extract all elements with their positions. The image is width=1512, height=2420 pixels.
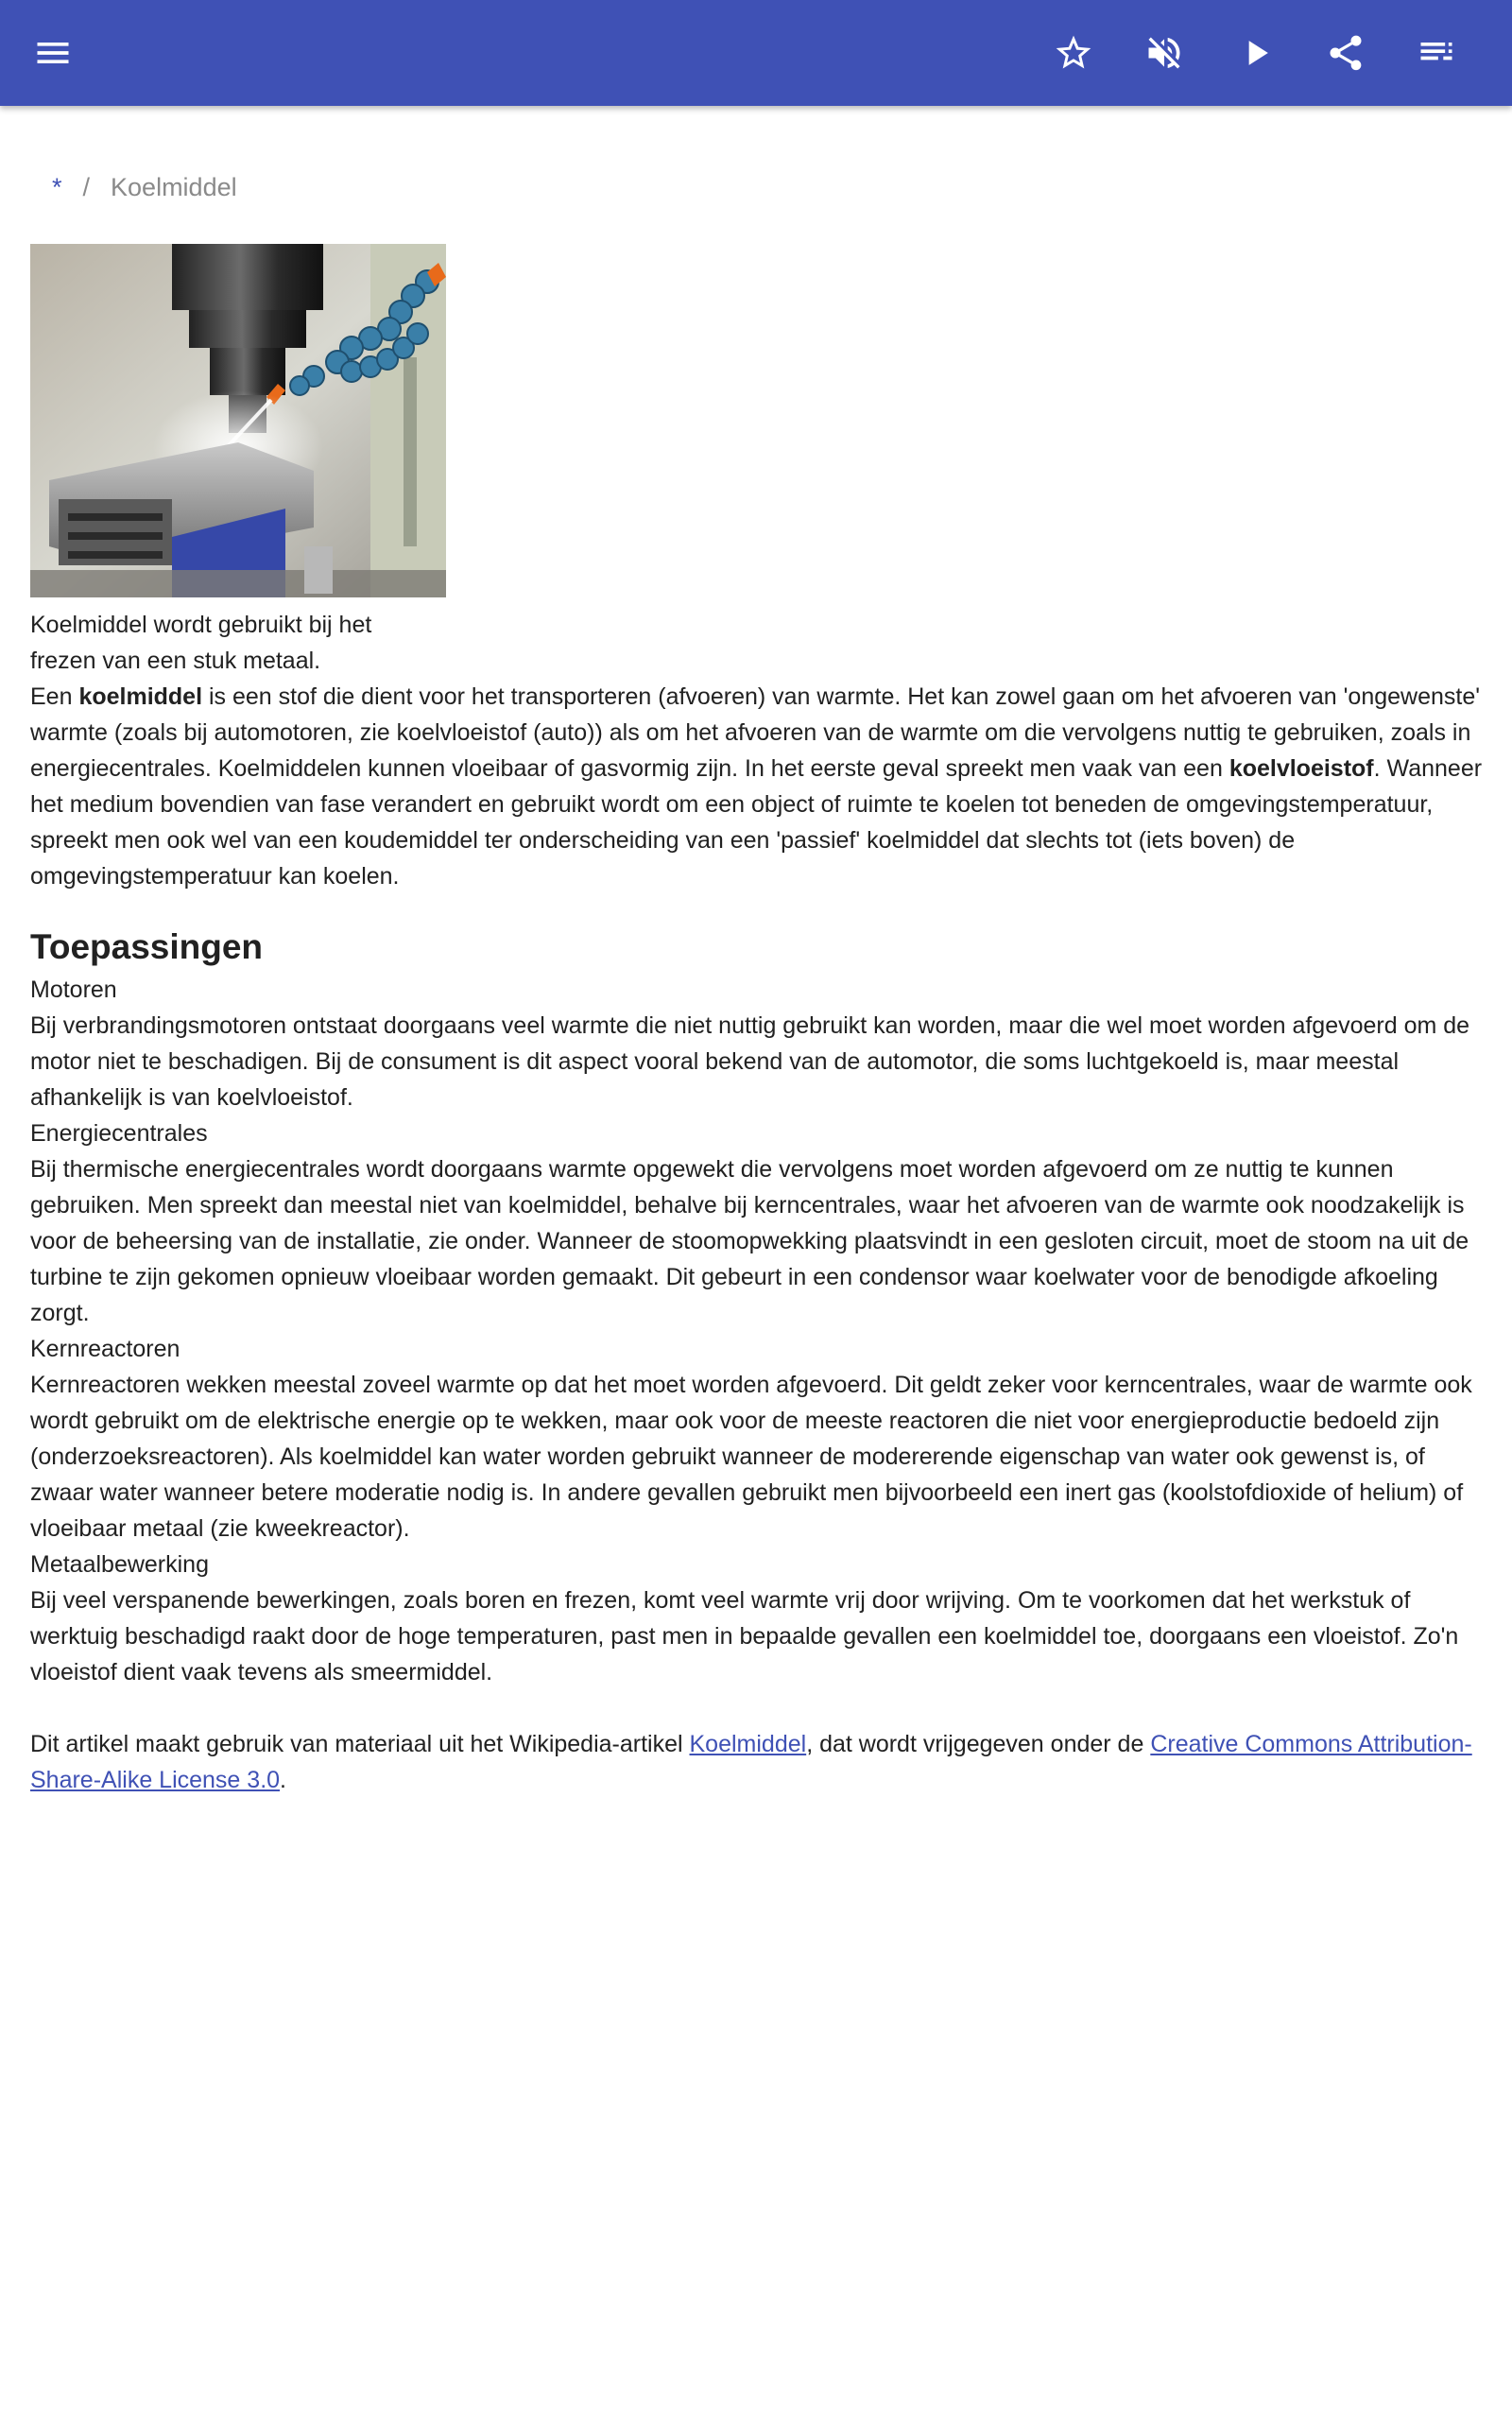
breadcrumb-separator: /	[82, 173, 91, 201]
subsection-text: Bij verbrandingsmotoren ontstaat doorgaans veel warmte die niet nuttig gebruikt kan worden, maar die wel moet worden afgevoerd om de motor niet te beschadigen. Bij de consument is dit aspect vooral bekend van de automotor, die soms luchtgekoeld is, maar meestal afhankelijk is van koelvloeistof.	[30, 1012, 1470, 1111]
attribution-prefix: Dit artikel maakt gebruik van materiaal uit het Wikipedia-artikel	[30, 1731, 690, 1757]
intro-text-2: is een stof die dient voor het transporteren (afvoeren) van warmte. Het kan zowel gaan om het afvoeren van 'ongewenste' warmte (zoals bij automotoren, zie koelvloeistof (auto)) als om het afvoeren van de warmte om die vervolgens nuttig te gebruiken, zoals in energiecentrales. Koelmiddelen kunnen vloeibaar of gasvormig zijn. In het eerste geval spreekt men vaak van een	[30, 683, 1481, 782]
star-outline-icon	[1053, 32, 1094, 74]
attribution-middle: , dat wordt vrijgegeven onder de	[806, 1731, 1151, 1757]
favorite-button[interactable]	[1043, 23, 1104, 83]
playlist-button[interactable]	[1406, 23, 1467, 83]
subsection-text: Bij veel verspanende bewerkingen, zoals boren en frezen, komt veel warmte vrij door wrijving. Om te voorkomen dat het werkstuk of werktuig beschadigd raakt door de hoge temperaturen, past men in bepaalde gevallen een koelmiddel toe, doorgaans een vloeistof. Zo'n vloeistof dient vaak tevens als smeermiddel.	[30, 1587, 1459, 1685]
breadcrumb-current: Koelmiddel	[111, 173, 237, 201]
menu-button[interactable]	[23, 23, 83, 83]
subsection-title: Kernreactoren	[30, 1336, 180, 1362]
subsection-title: Motoren	[30, 977, 117, 1003]
volume-off-icon	[1143, 32, 1185, 74]
share-button[interactable]	[1315, 23, 1376, 83]
subsection-title: Metaalbewerking	[30, 1551, 209, 1578]
article	[30, 161, 1486, 1798]
intro-bold-koelmiddel: koelmiddel	[78, 683, 203, 710]
play-button[interactable]	[1226, 23, 1286, 83]
intro-text-1: Een	[30, 683, 79, 710]
milling-machine-image[interactable]	[30, 244, 446, 597]
subsection-text: Bij thermische energiecentrales wordt doorgaans warmte opgewekt die vervolgens moet worden afgevoerd om ze nuttig te kunnen gebruiken. Men spreekt dan meestal niet van koelmiddel, behalve bij kerncentrales, waar het afvoeren van de warmte ook noodzakelijk is voor de beheersing van de installatie, zie onder. Wanneer de stoomopwekking plaatsvindt in een gesloten circuit, moet de stoom na uit de turbine te zijn gekomen opnieuw vloeibaar worden gemaakt. Dit gebeurt in een condensor waar koelwater voor de benodigde afkoeling zorgt.	[30, 1156, 1469, 1326]
article-figure	[30, 244, 446, 679]
breadcrumb	[30, 161, 1486, 214]
intro-bold-koelvloeistof: koelvloeistof	[1228, 755, 1374, 782]
app-bar	[0, 0, 1512, 106]
subsection-text: Kernreactoren wekken meestal zoveel warmte op dat het moet worden afgevoerd. Dit geldt zeker voor kerncentrales, waar de warmte ook wordt gebruikt om de elektrische energie op te wekken, maar ook voor de meeste reactoren die niet voor energieproductie bedoeld zijn (onderzoeksreactoren). Als koelmiddel kan water worden gebruikt wanneer de modererende eigenschap van water ook gewenst is, of zwaar water wanneer betere moderatie nodig is. In andere gevallen gebruikt men bijvoorbeeld een inert gas (koolstofdioxide of helium) of vloeibaar metaal (zie kweekreactor).	[30, 1372, 1472, 1542]
breadcrumb-home-link[interactable]: *	[52, 173, 62, 201]
subsection-title: Energiecentrales	[30, 1120, 208, 1147]
figure-caption: Koelmiddel wordt gebruikt bij het frezen van een stuk metaal.	[30, 612, 372, 674]
attribution-suffix: .	[280, 1767, 286, 1793]
mute-button[interactable]	[1134, 23, 1194, 83]
share-icon	[1325, 32, 1366, 74]
license-link[interactable]: Creative Commons Attribution-Share-Alike License 3.0	[30, 1731, 1472, 1793]
play-icon	[1235, 32, 1277, 74]
playlist-icon	[1416, 32, 1457, 74]
section-heading: Toepassingen	[30, 927, 264, 966]
attribution	[30, 1726, 1486, 1798]
menu-icon	[32, 32, 74, 74]
article-link[interactable]: Koelmiddel	[689, 1731, 807, 1757]
intro-paragraph	[30, 679, 1486, 894]
intro-text-3: . Wanneer het medium bovendien van fase verandert en gebruikt wordt om een object of ruimte te koelen tot beneden de omgevingstemperatuur, spreekt men ook wel van een koudemiddel ter onderscheiding van een 'passief' koelmiddel dat slechts tot (iets boven) de omgevingstemperatuur kan koelen.	[30, 755, 1483, 890]
